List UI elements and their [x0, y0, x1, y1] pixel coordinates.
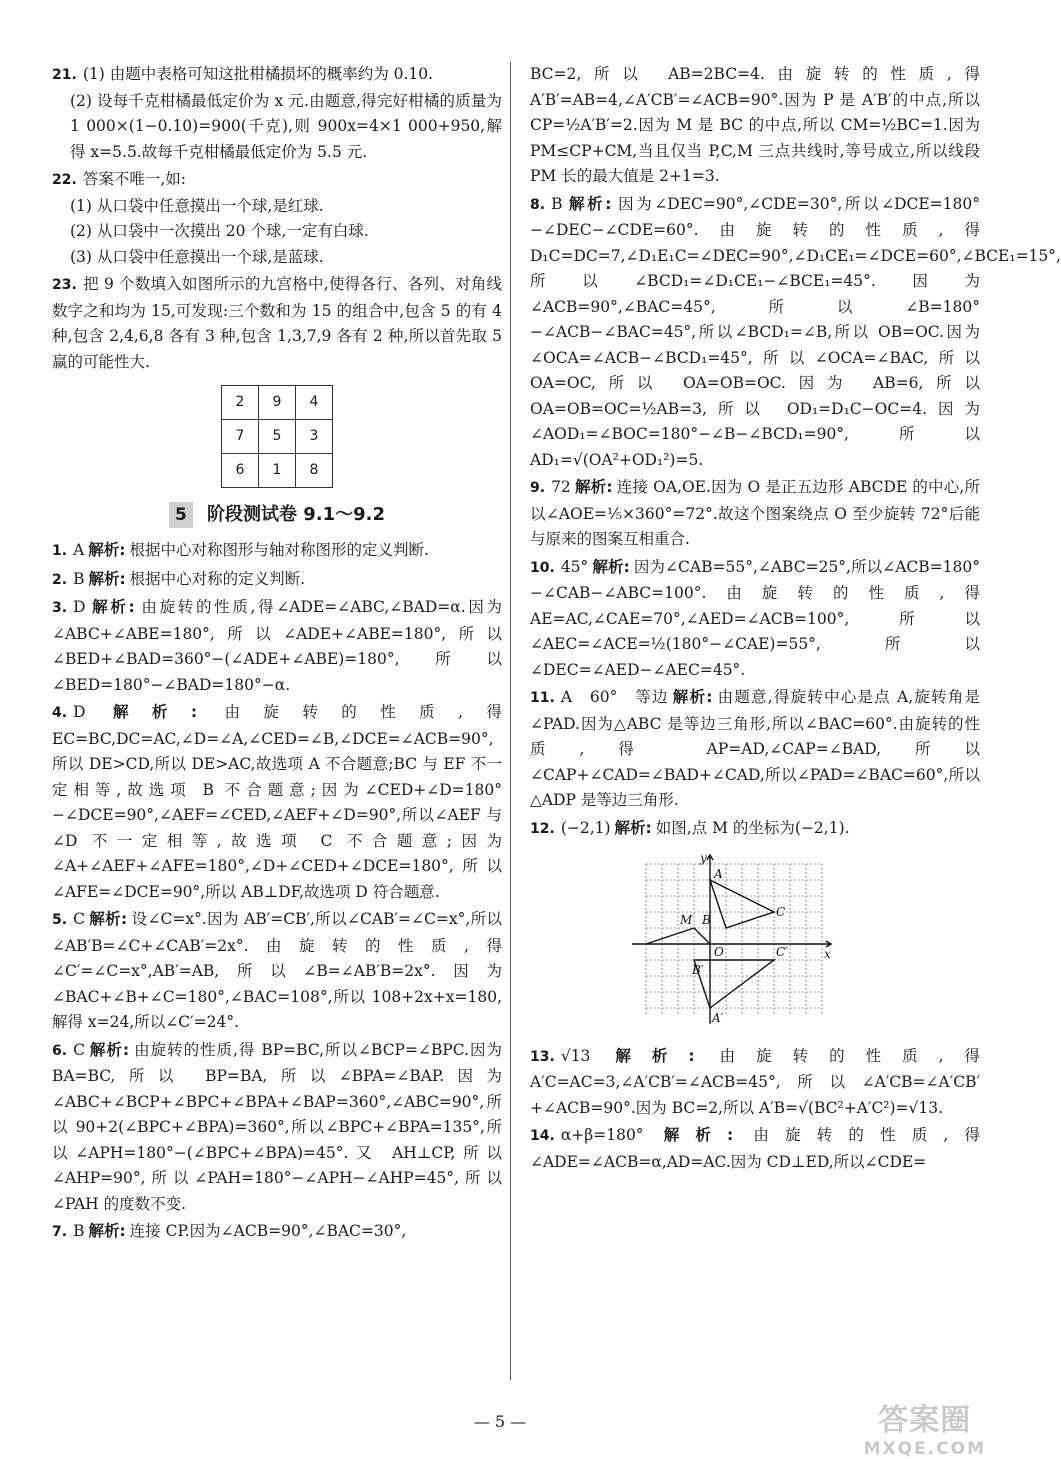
magic-square-grid — [221, 385, 333, 488]
analysis-text: 连接 CP.因为∠ACB=90°,∠BAC=30°, — [129, 1222, 407, 1240]
point-label: B′ — [692, 963, 704, 977]
right-column — [530, 62, 1061, 1177]
answers-list — [530, 192, 1061, 843]
answer-text: 答案不唯一,如: — [82, 170, 186, 188]
grid-row — [222, 420, 333, 454]
analysis-text: 由题意,得旋转中心是点 A,旋转角是∠PAD.因为△ABC 是等边三角形,所以∠BAC=60°.由旋转的性质,得 AP=AD,∠CAP=∠BAD,所以∠CAP+∠CAD=∠BAD+∠CAD,所以∠PAD=∠BAC=60°,所以△ADP 是等边三角形. — [530, 688, 980, 809]
grid-cell: 8 — [296, 454, 333, 488]
question-number: 13. — [530, 1048, 555, 1065]
page-number: — 5 — — [473, 1412, 527, 1431]
answer-text: (1) 由题中表格可知这批柑橘损坏的概率约为 0.10. — [82, 65, 434, 83]
question-number: 8. — [530, 196, 546, 213]
origin-label: O — [714, 945, 724, 959]
analysis-text: 如图,点 M 的坐标为(−2,1). — [655, 818, 850, 837]
analysis-tag: 解析: — [88, 541, 126, 559]
analysis-tag: 解析: — [614, 818, 652, 837]
answer-item — [530, 1123, 980, 1175]
watermark-text: 答案圈 — [878, 1403, 972, 1438]
point-label: C — [776, 905, 786, 919]
point-label: A — [714, 867, 723, 881]
question-number: 12. — [530, 820, 555, 837]
analysis-text: 根据中心对称的定义判断. — [129, 569, 306, 588]
grid-row — [222, 386, 333, 420]
answer-text: (1) 从口袋中任意摸出一个球,是红球. — [70, 196, 324, 215]
coordinate-figure — [626, 852, 980, 1036]
answer-text: (2) 设每千克柑橘最低定价为 x 元.由题意,得完好柑橘的质量为 1 000×(1−0.10)=900(千克),则 900x=4×1 000+950,解得 x=5.5.故每千克柑橘最低定价为 5.5 元. — [70, 91, 502, 161]
section-title: 阶段测试卷 9.1～9.2 — [206, 504, 386, 526]
answer-item — [530, 816, 980, 843]
answer-item — [52, 700, 502, 905]
analysis-tag: 解析: — [89, 598, 135, 616]
answers-list — [52, 538, 502, 1246]
answer-item — [530, 685, 980, 814]
answer-choice: 45° — [560, 557, 589, 576]
answers-list — [530, 1044, 980, 1176]
answer-item — [52, 907, 502, 1036]
answer-choice: (−2,1) — [560, 818, 611, 837]
answer-text: (3) 从口袋中任意摸出一个球,是蓝球. — [70, 247, 324, 266]
answer-choice: α+β=180° — [560, 1126, 644, 1144]
question-number: 4. — [52, 705, 68, 721]
answer-choice: D — [73, 598, 86, 616]
analysis-text: 由旋转的性质,得∠ADE=∠ACB=α,AD=AC.因为 CD⊥ED,所以∠CDE= — [530, 1126, 980, 1171]
analysis-tag: 解析: — [592, 557, 630, 576]
question-number: 10. — [530, 559, 555, 576]
point-label: C′ — [776, 945, 788, 959]
analysis-tag: 解析: — [647, 1126, 734, 1144]
analysis-tag: 解析: — [88, 910, 128, 928]
question-number: 11. — [530, 690, 555, 706]
question-number: 6. — [52, 1042, 68, 1059]
question-22 — [52, 167, 502, 270]
analysis-tag: 解析: — [574, 478, 613, 496]
answer-choice: A — [73, 541, 85, 559]
analysis-tag: 解析: — [89, 703, 198, 721]
coordinate-grid-figure — [626, 852, 836, 1027]
grid-cell: 6 — [222, 454, 259, 488]
answer-choice: A 60° 等边 — [560, 688, 669, 706]
analysis-text: 由旋转的性质,得 A′C=AC=3,∠A′CB′=∠ACB=45°,所以∠A′CB=∠A′CB′+∠ACB=90°.因为 BC=2,所以 A′B=√(BC²+A′C²)=√13. — [530, 1046, 980, 1117]
section-header — [52, 502, 502, 528]
answer-text: 把 9 个数填入如图所示的九宫格中,使得各行、各列、对角线数字之和均为 15,可发现:三个数和为 15 的组合中,包含 5 的有 4 种,包含 2,4,6,8 各有 3 种,包含 1,3,7,9 各有 2 种,所以首先取 5 赢的可能性大. — [52, 275, 502, 371]
answer-item — [52, 538, 502, 565]
analysis-text: 由旋转的性质,得 BP=BC,所以∠BCP=∠BPC.因为 BA=BC,所以 BP=BA,所以∠BPA=∠BAP.因为∠ABC+∠BCP+∠BPC+∠BPA+∠BAP=360°,∠ABC=90°,所以 90+2(∠BPC+∠BPA)=360°,所以∠BPC+∠BPA=135°,所以∠APH=180°−(∠BPC+∠BPA)=45°.又 AH⊥CP,所以∠AHP=90°,所以∠PAH=180°−∠APH−∠AHP=45°,所以∠PAH 的度数不变. — [52, 1040, 502, 1213]
watermark-url: MXQE.COM — [863, 1439, 986, 1459]
grid-cell: 5 — [259, 420, 296, 454]
analysis-tag: 解析: — [88, 1040, 130, 1059]
question-number: 1. — [52, 543, 68, 559]
axis-label-y: y — [700, 851, 707, 865]
answer-continuation: BC=2,所以 AB=2BC=4.由旋转的性质,得 A′B′=AB=4,∠A′CB′=∠ACB=90°.因为 P 是 A′B′的中点,所以 CP=½A′B′=2.因为 M 是 BC 的中点,所以 CM=½BC=1.因为 PM≤CP+CM,当且仅当 P,C,M 三点共线时,等号成立,所以线段 PM 长的最大值是 2+1=3. — [530, 65, 980, 185]
point-label: A′ — [712, 1011, 724, 1025]
grid-cell: 2 — [222, 386, 259, 420]
answer-choice: C — [73, 910, 85, 928]
answer-choice: B — [551, 194, 563, 213]
answer-text: (2) 从口袋中一次摸出 20 个球,一定有白球. — [70, 222, 369, 240]
question-number: 21. — [52, 67, 77, 83]
question-number: 9. — [530, 480, 546, 496]
grid-cell: 7 — [222, 420, 259, 454]
analysis-tag: 解析: — [594, 1046, 695, 1065]
analysis-text: 由旋转的性质,得 EC=BC,DC=AC,∠D=∠A,∠CED=∠B,∠DCE=∠ACB=90°,所以 DE>CD,所以 DE>AC,故选项 A 不合题意;BC 与 EF 不一定相等,故选项 B 不合题意;因为∠CED+∠D=180°−∠DCE=90°,∠AEF=∠CED,∠AEF+∠D=90°,所以∠AEF 与∠D 不一定相等,故选项 C 不合题意;因为∠A+∠AEF+∠AFE=180°,∠D+∠CED+∠DCE=180°,所以∠AFE=∠DCE=90°,所以 AB⊥DF,故选项 D 符合题意. — [52, 703, 502, 901]
question-number: 5. — [52, 912, 68, 928]
analysis-tag: 解析: — [566, 194, 612, 213]
analysis-tag: 解析: — [88, 1222, 126, 1240]
point-label: B — [702, 913, 711, 927]
answer-item — [52, 1219, 502, 1246]
answer-choice: B — [73, 569, 85, 588]
question-number: 14. — [530, 1128, 555, 1144]
analysis-text: 因为∠DEC=90°,∠CDE=30°,所以∠DCE=180°−∠DEC−∠CDE=60°.由旋转的性质,得 D₁C=DC=7,∠D₁E₁C=∠DEC=90°,∠D₁CE₁=∠DCE=60°,∠BCE₁=15°,所以∠BCD₁=∠D₁CE₁−∠BCE₁=45°.因为∠ACB=90°,∠BAC=45°,所以∠B=180°−∠ACB−∠BAC=45°,所以∠BCD₁=∠B,所以 OB=OC.因为∠OCA=∠ACB−∠BCD₁=45°,所以∠OCA=∠BAC,所以 OA=OC,所以 OA=OB=OC.因为 AB=6,所以 OA=OB=OC=½AB=3,所以 OD₁=D₁C−OC=4.因为∠AOD₁=∠BOC=180°−∠B−∠BCD₁=90°,所以 AD₁=√(OA²+OD₁²)=5. — [530, 194, 1061, 469]
question-23 — [52, 272, 502, 375]
answer-item — [530, 1044, 980, 1122]
question-number: 23. — [52, 277, 77, 293]
column-divider — [510, 62, 511, 1380]
answer-item — [530, 555, 980, 684]
answer-item — [530, 192, 1061, 474]
answer-item — [52, 1038, 502, 1218]
grid-cell: 3 — [296, 420, 333, 454]
analysis-text: 设∠C=x°.因为 AB′=CB′,所以∠CAB′=∠C=x°,所以∠AB′B=∠C+∠CAB′=2x°.由旋转的性质,得∠C′=∠C=x°,AB′=AB,所以∠B=∠AB′B=2x°.因为∠BAC+∠B+∠C=180°,∠BAC=108°,所以 108+2x+x=180,解得 x=24,所以∠C′=24°. — [52, 910, 502, 1031]
question-number: 22. — [52, 172, 77, 188]
analysis-text: 由旋转的性质,得∠ADE=∠ABC,∠BAD=α.因为∠ABC+∠ABE=180°,所以∠ADE+∠ABE=180°,所以∠BED+∠BAD=360°−(∠ADE+∠ABE)=180°,所以∠BED=180°−∠BAD=180°−α. — [52, 598, 502, 694]
answer-choice: B — [73, 1222, 85, 1240]
analysis-text: 根据中心对称图形与轴对称图形的定义判断. — [129, 541, 429, 559]
left-column — [52, 62, 502, 1248]
analysis-text: 因为∠CAB=55°,∠ABC=25°,所以∠ACB=180°−∠CAB−∠ABC=100°.由旋转的性质,得 AE=AC,∠CAE=70°,∠AED=∠ACB=100°,所以∠AEC=∠ACE=½(180°−∠CAE)=55°,所以∠DEC=∠AED−∠AEC=45°. — [530, 557, 981, 679]
answer-item — [530, 475, 980, 553]
grid-cell: 4 — [296, 386, 333, 420]
question-number: 2. — [52, 571, 68, 588]
answer-item — [52, 595, 502, 698]
answer-choice: √13 — [560, 1046, 591, 1065]
grid-cell: 1 — [259, 454, 296, 488]
answer-choice: 72 — [551, 478, 571, 496]
grid-row — [222, 454, 333, 488]
section-number: 5 — [169, 502, 193, 528]
answer-choice: D — [73, 703, 86, 721]
question-number: 3. — [52, 600, 68, 616]
point-label: M — [680, 913, 693, 927]
analysis-tag: 解析: — [88, 569, 126, 588]
question-21 — [52, 62, 502, 165]
analysis-tag: 解析: — [672, 688, 713, 706]
answer-item — [52, 567, 502, 594]
grid-cell: 9 — [259, 386, 296, 420]
answer-choice: C — [73, 1040, 85, 1059]
watermark-logo — [864, 1395, 986, 1459]
analysis-text: 连接 OA,OE.因为 O 是正五边形 ABCDE 的中心,所以∠AOE=⅕×360°=72°.故这个图案绕点 O 至少旋转 72°后能与原来的图案互相重合. — [530, 478, 980, 548]
axis-label-x: x — [824, 947, 831, 961]
question-number: 7. — [52, 1224, 68, 1240]
